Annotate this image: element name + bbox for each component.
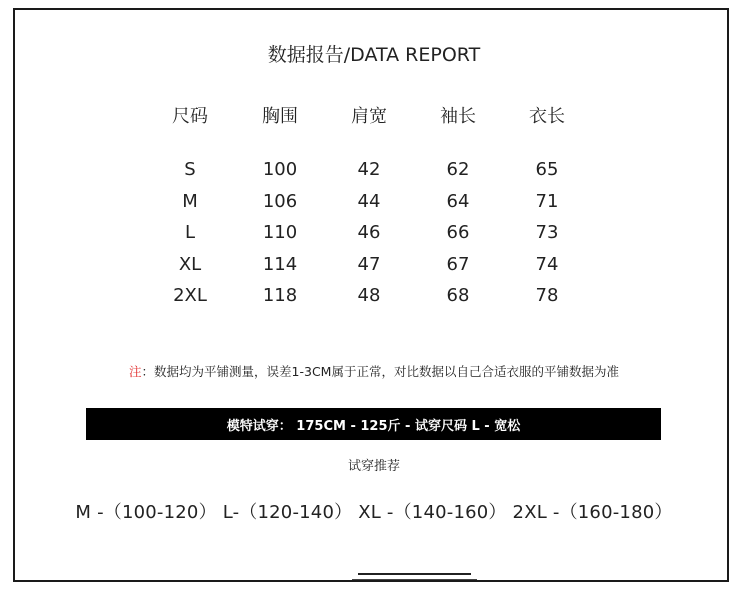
model-banner-text: 模特试穿： 175CM - 125斤 - 试穿尺码 L - 宽松 — [226, 418, 521, 434]
size-label-cell: S — [184, 159, 196, 180]
note-prefix: 注 — [129, 364, 142, 379]
measurement-cell: 73 — [535, 222, 559, 243]
report-title: 数据报告/DATA REPORT — [267, 44, 481, 66]
measurement-note — [0, 362, 748, 380]
measurement-cell: 65 — [535, 159, 559, 180]
measurement-cell: 42 — [357, 159, 381, 180]
measurement-cell: 44 — [357, 191, 381, 212]
measurement-cell: 68 — [446, 285, 470, 306]
column-header: 尺码 — [172, 106, 208, 127]
size-label-cell: 2XL — [173, 285, 207, 306]
size-label-cell: L — [184, 222, 196, 243]
recommendation-title: 试穿推荐 — [347, 459, 400, 474]
column-header: 胸围 — [262, 106, 298, 127]
measurement-cell: 106 — [262, 191, 298, 212]
recommendation-text: M -（100-120） L-（120-140） XL -（140-160） 2XL -（160-180） — [75, 502, 673, 523]
measurement-cell: 47 — [357, 254, 381, 275]
measurement-cell: 62 — [446, 159, 470, 180]
measurement-cell: 46 — [357, 222, 381, 243]
measurement-cell: 64 — [446, 191, 470, 212]
divider-line — [352, 579, 477, 580]
measurement-cell: 66 — [446, 222, 470, 243]
size-label-cell: XL — [178, 254, 202, 275]
measurement-cell: 74 — [535, 254, 559, 275]
note-text: ：数据均为平铺测量，误差1-3CM属于正常，对比数据以自己合适衣服的平铺数据为准 — [141, 364, 619, 379]
model-banner — [86, 408, 661, 440]
measurement-cell: 118 — [262, 285, 298, 306]
size-label-cell: M — [182, 191, 198, 212]
measurement-cell: 110 — [262, 222, 298, 243]
divider-line — [358, 573, 471, 575]
measurement-cell: 48 — [357, 285, 381, 306]
measurement-cell: 67 — [446, 254, 470, 275]
column-header: 衣长 — [529, 106, 565, 127]
column-header: 袖长 — [440, 106, 476, 127]
measurement-cell: 71 — [535, 191, 559, 212]
measurement-cell: 114 — [262, 254, 298, 275]
measurement-cell: 78 — [535, 285, 559, 306]
measurement-cell: 100 — [262, 159, 298, 180]
column-header: 肩宽 — [351, 106, 387, 127]
